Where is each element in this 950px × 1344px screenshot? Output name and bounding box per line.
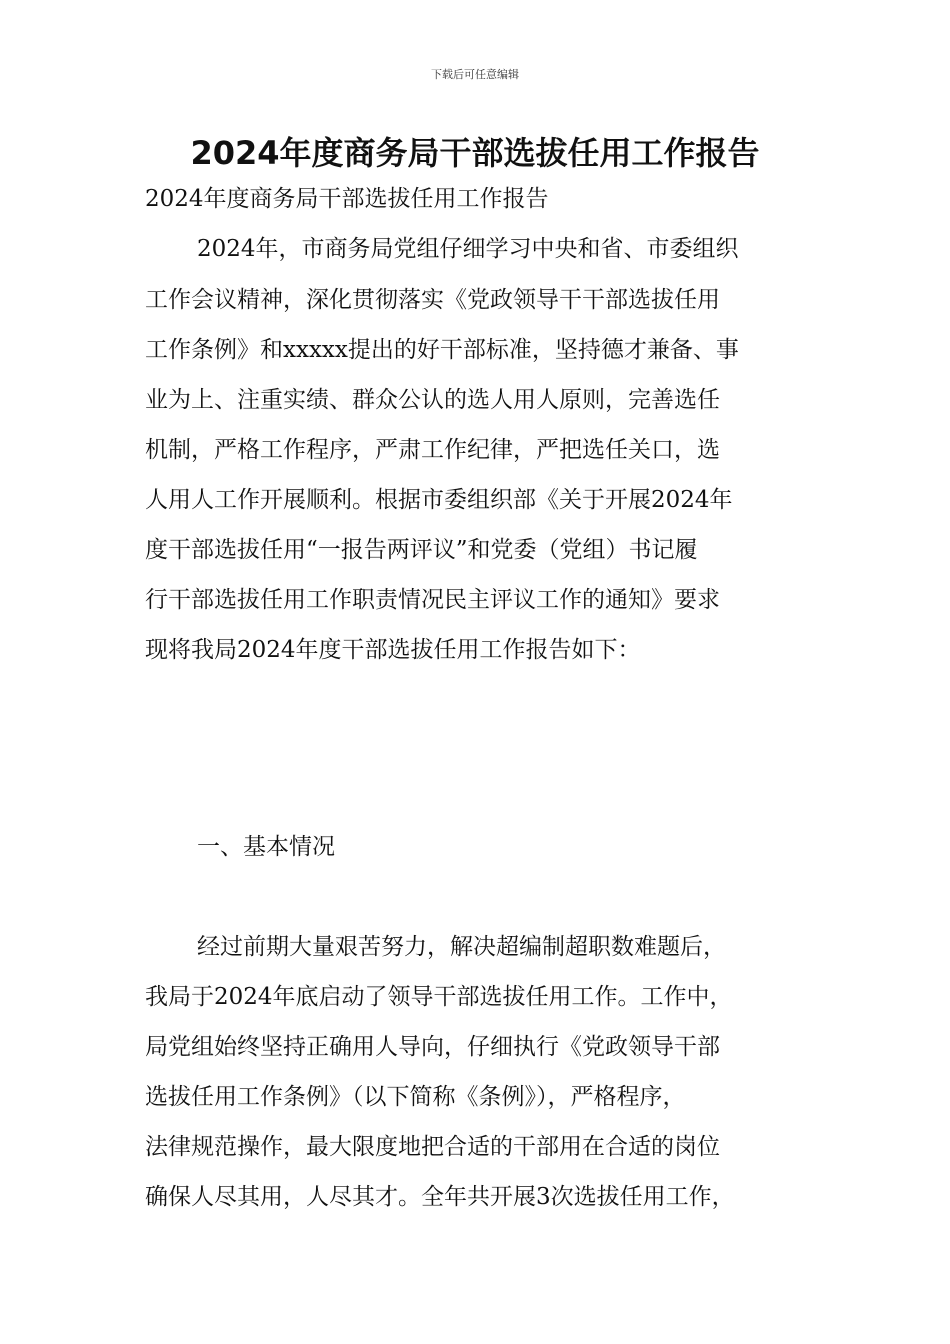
- text-line: 工作条例》和xxxxx提出的好干部标准，坚持德才兼备、事: [145, 337, 739, 363]
- text-line: 2024年，市商务局党组仔细学习中央和省、市委组织: [197, 236, 739, 262]
- section-heading: 一、基本情况: [197, 834, 335, 860]
- text-line: 业为上、注重实绩、群众公认的选人用人原则，完善选任: [145, 387, 720, 413]
- document-title: 2024年度商务局干部选拔任用工作报告: [190, 134, 760, 172]
- text-line: 我局于2024年底启动了领导干部选拔任用工作。工作中，: [145, 984, 733, 1010]
- header-note: 下载后可任意编辑: [431, 68, 519, 81]
- text-line: 现将我局2024年度干部选拔任用工作报告如下：: [145, 637, 641, 663]
- document-subtitle: 2024年度商务局干部选拔任用工作报告: [145, 186, 549, 212]
- text-line: 人用人工作开展顺利。根据市委组织部《关于开展2024年: [145, 487, 733, 513]
- text-line: 确保人尽其用，人尽其才。全年共开展3次选拔任用工作，: [145, 1184, 735, 1210]
- text-line: 机制，严格工作程序，严肃工作纪律，严把选任关口，选: [145, 437, 720, 463]
- text-line: 选拔任用工作条例》（以下简称《条例》），严格程序，: [145, 1084, 686, 1110]
- text-line: 法律规范操作，最大限度地把合适的干部用在合适的岗位: [145, 1134, 720, 1160]
- text-line: 经过前期大量艰苦努力，解决超编制超职数难题后，: [197, 934, 726, 960]
- text-line: 行干部选拔任用工作职责情况民主评议工作的通知》要求: [145, 587, 720, 613]
- text-line: 工作会议精神，深化贯彻落实《党政领导干干部选拔任用: [145, 287, 720, 313]
- text-line: 局党组始终坚持正确用人导向，仔细执行《党政领导干部: [145, 1034, 720, 1060]
- text-line: 度干部选拔任用“一报告两评议”和党委（党组）书记履: [145, 537, 698, 563]
